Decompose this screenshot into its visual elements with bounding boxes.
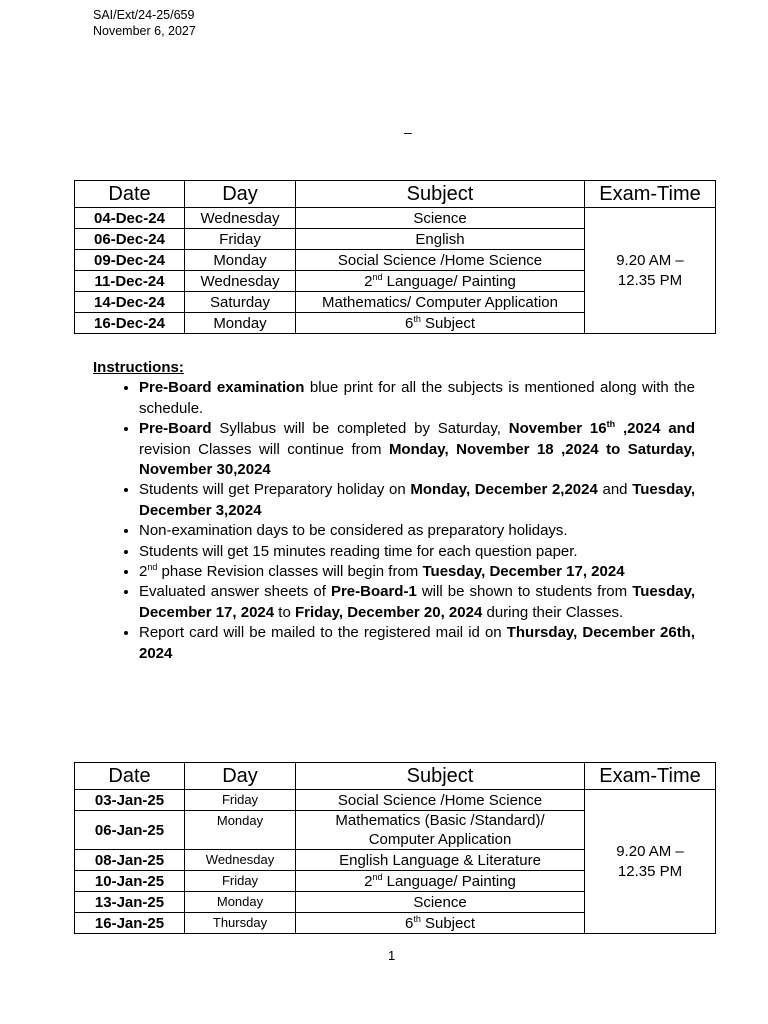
exam-time-start: 9.20 AM –	[616, 842, 684, 860]
exam-date: 13-Jan-25	[75, 892, 185, 913]
table-row	[75, 208, 716, 229]
instruction-text: Students will get Preparatory holiday on	[139, 481, 411, 499]
subject-line: Computer Application	[368, 831, 512, 848]
instruction-item	[139, 582, 695, 623]
ordinal-number: 6	[404, 314, 414, 332]
ordinal-number: 2	[364, 272, 373, 290]
exam-date: 14-Dec-24	[75, 292, 185, 313]
instruction-item	[139, 562, 695, 582]
bold-text: Monday, December 2,2024	[410, 481, 598, 499]
exam-time-column-header: Exam-Time	[585, 763, 716, 790]
instruction-text: Evaluated answer sheets of	[139, 583, 331, 601]
instruction-text: Non-examination days to be considered as preparatory holidays.	[139, 522, 568, 540]
exam-date: 16-Jan-25	[75, 913, 185, 934]
bold-text: Tuesday, December 17, 2024	[139, 583, 696, 621]
exam-day: Wednesday	[185, 271, 296, 292]
instruction-text: during their Classes.	[482, 603, 624, 621]
ordinal-number: 2	[364, 872, 373, 890]
day-column-header: Day	[185, 181, 296, 208]
instruction-text: will be shown to students from	[416, 583, 633, 601]
instruction-text: Syllabus will be completed by Saturday,	[211, 420, 509, 438]
subject-text: Language/ Painting	[382, 272, 516, 290]
exam-day: Wednesday	[185, 850, 296, 871]
ordinal-suffix: th	[606, 419, 616, 430]
exam-subject	[296, 811, 585, 850]
exam-subject	[296, 313, 585, 334]
instruction-text: and	[597, 481, 633, 499]
subject-line: Mathematics (Basic /Standard)/	[335, 812, 545, 829]
bold-text: Thursday, December 26th, 2024	[139, 624, 696, 662]
exam-subject: Social Science /Home Science	[296, 250, 585, 271]
instruction-text: blue print for all the subjects is mentioned along with the schedule.	[139, 379, 695, 417]
exam-day: Monday	[185, 313, 296, 334]
instruction-item	[139, 542, 695, 562]
exam-date: 09-Dec-24	[75, 250, 185, 271]
bold-text: Friday, December 20, 2024	[294, 603, 483, 621]
instructions-section	[93, 358, 695, 664]
instruction-item	[139, 521, 695, 541]
instruction-text: to	[274, 603, 295, 621]
instruction-text: Report card will be mailed to the registered mail id on	[139, 624, 507, 642]
exam-day: Thursday	[185, 913, 296, 934]
exam-day: Monday	[185, 892, 296, 913]
date-column-header: Date	[75, 181, 185, 208]
bold-text: Pre-Board examination	[139, 379, 305, 397]
ordinal-suffix: nd	[147, 562, 158, 573]
exam-subject: Social Science /Home Science	[296, 790, 585, 811]
exam-time-end: 12.35 PM	[617, 862, 683, 880]
bold-text: Pre-Board-1	[330, 583, 417, 601]
instruction-item	[139, 480, 695, 521]
heading-dash: –	[404, 124, 412, 140]
exam-date: 11-Dec-24	[75, 271, 185, 292]
bold-text: Tuesday, December 17, 2024	[422, 563, 625, 581]
bold-text: Pre-Board	[139, 420, 212, 438]
exam-day: Monday	[185, 250, 296, 271]
ordinal-suffix: nd	[372, 871, 383, 882]
subject-text: Subject	[420, 314, 476, 332]
subject-text: Language/ Painting	[382, 872, 516, 890]
bold-text: Monday, November 18 ,2024 to Saturday, November 30,2024	[139, 440, 695, 479]
exam-time-end: 12.35 PM	[617, 271, 683, 289]
exam-time	[585, 790, 716, 934]
ordinal-number: 6	[404, 914, 414, 932]
exam-subject: English	[296, 229, 585, 250]
page-number: 1	[388, 948, 396, 963]
exam-day: Friday	[185, 871, 296, 892]
subject-column-header: Subject	[296, 763, 585, 790]
instructions-title: Instructions:	[93, 359, 184, 376]
ordinal-suffix: nd	[372, 271, 383, 282]
ordinal-suffix: th	[413, 913, 421, 924]
instruction-item	[139, 623, 695, 664]
exam-subject: English Language & Literature	[296, 850, 585, 871]
january-exam-schedule-table	[74, 762, 716, 934]
instruction-item	[139, 419, 695, 480]
instruction-text: revision Classes will continue from	[139, 440, 389, 458]
subject-column-header: Subject	[296, 181, 585, 208]
exam-day: Friday	[185, 229, 296, 250]
instruction-text: 2	[139, 563, 148, 581]
exam-subject	[296, 271, 585, 292]
exam-subject: Mathematics/ Computer Application	[296, 292, 585, 313]
instructions-list	[93, 378, 695, 664]
ordinal-suffix: th	[413, 313, 421, 324]
exam-date: 06-Dec-24	[75, 229, 185, 250]
exam-day: Friday	[185, 790, 296, 811]
bold-text: ,2024 and	[615, 420, 695, 438]
december-exam-schedule-table	[74, 180, 716, 334]
table-header-row	[75, 181, 716, 208]
date-column-header: Date	[75, 763, 185, 790]
exam-time	[585, 208, 716, 334]
exam-date: 10-Jan-25	[75, 871, 185, 892]
exam-day: Monday	[185, 811, 296, 850]
exam-date: 06-Jan-25	[75, 811, 185, 850]
exam-subject	[296, 913, 585, 934]
table-header-row	[75, 763, 716, 790]
exam-date: 03-Jan-25	[75, 790, 185, 811]
table-row	[75, 790, 716, 811]
exam-subject: Science	[296, 208, 585, 229]
exam-subject	[296, 871, 585, 892]
bold-text: November 16	[508, 420, 607, 438]
document-date: November 6, 2027	[93, 24, 196, 38]
exam-time-column-header: Exam-Time	[585, 181, 716, 208]
subject-text: Subject	[420, 914, 476, 932]
exam-date: 08-Jan-25	[75, 850, 185, 871]
bold-text: Tuesday, December 3,2024	[139, 481, 695, 519]
exam-subject: Science	[296, 892, 585, 913]
exam-day: Wednesday	[185, 208, 296, 229]
day-column-header: Day	[185, 763, 296, 790]
exam-date: 16-Dec-24	[75, 313, 185, 334]
instruction-text: Students will get 15 minutes reading time for each question paper.	[139, 542, 578, 560]
exam-time-start: 9.20 AM –	[616, 251, 684, 269]
exam-date: 04-Dec-24	[75, 208, 185, 229]
instruction-text: phase Revision classes will begin from	[157, 563, 423, 581]
instruction-item	[139, 378, 695, 419]
reference-number: SAI/Ext/24-25/659	[93, 8, 195, 22]
exam-day: Saturday	[185, 292, 296, 313]
